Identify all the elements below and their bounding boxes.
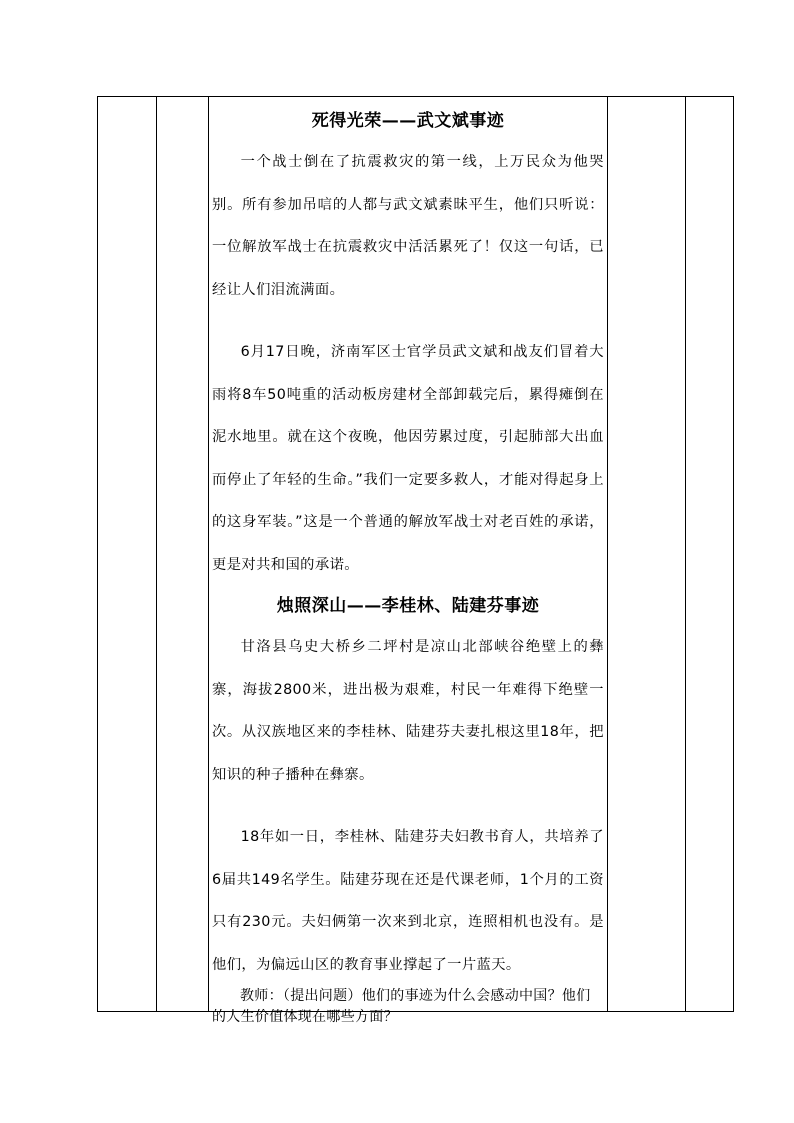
paragraph: 甘洛县乌史大桥乡二坪村是凉山北部峡谷绝壁上的彝寨，海拔2800米，进出极为艰难，村民一年难得下绝壁一次。从汉族地区来的李桂林、陆建芬夫妻扎根这里18年，把知识的种子播种在彝寨。 <box>212 639 604 783</box>
paragraph: 18年如一日，李桂林、陆建芬夫妇教书育人，共培养了6届共149名学生。陆建芬现在还是代课老师，1个月的工资只有230元。夫妇俩第一次来到北京，连照相机也没有。是他们，为偏远山区的教育事业撑起了一片蓝天。 <box>212 829 604 973</box>
section-heading: 死得光荣——武文斌事迹 <box>311 111 505 131</box>
section-heading: 烛照深山——李桂林、陆建芬事迹 <box>276 596 540 616</box>
section-li-guilin-lu-jianfen <box>212 586 604 986</box>
section-wu-wenbin <box>212 101 604 586</box>
teacher-question: 教师：（提出问题）他们的事迹为什么会感动中国？他们的人生价值体现在哪些方面？ <box>212 988 591 1025</box>
content-cell <box>212 101 604 1028</box>
paragraph: 6月17日晚，济南军区士官学员武文斌和战友们冒着大雨将8车50吨重的活动板房建材全部卸载完后，累得瘫倒在泥水地里。就在这个夜晚，他因劳累过度，引起肺部大出血而停止了年轻的生命。”我们一定要多救人，才能对得起身上的这身军装。”这是一个普通的解放军战士对老百姓的承诺，更是对共和国的承诺。 <box>212 344 604 573</box>
column-divider <box>607 97 608 1011</box>
column-divider <box>208 97 209 1011</box>
column-divider <box>685 97 686 1011</box>
column-divider <box>156 97 157 1011</box>
lesson-plan-table <box>97 96 734 1025</box>
paragraph: 一个战士倒在了抗震救灾的第一线，上万民众为他哭别。所有参加吊唁的人都与武文斌素昧平生，他们只听说：一位解放军战士在抗震救灾中活活累死了！仅这一句话，已经让人们泪流满面。 <box>212 154 604 298</box>
